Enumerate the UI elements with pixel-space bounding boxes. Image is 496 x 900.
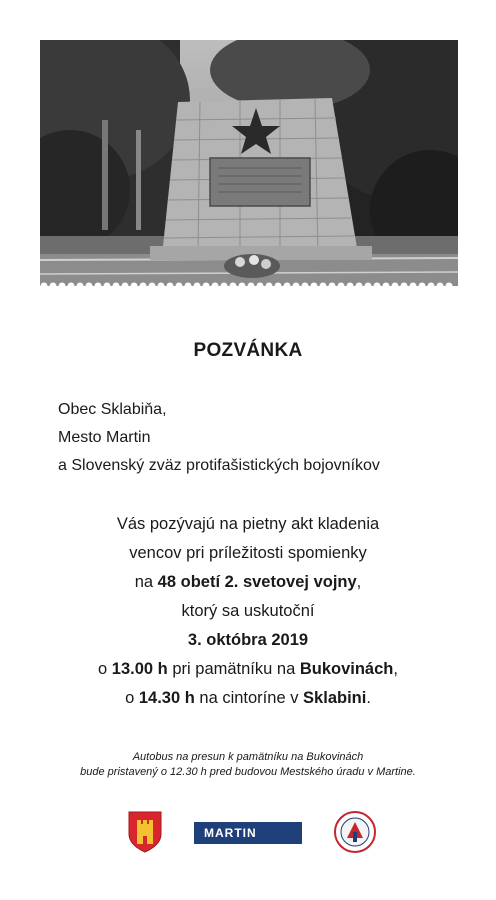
event-time: 13.00 h xyxy=(111,660,168,678)
invitation-line: o 14.30 h na cintoríne v Sklabini. xyxy=(125,689,371,707)
szpb-emblem-icon xyxy=(333,810,377,859)
sklabina-coat-of-arms-icon xyxy=(127,810,163,859)
event-place: Sklabini xyxy=(303,689,367,707)
page-title: POZVÁNKA xyxy=(193,340,303,361)
invitation-line: o 13.00 h pri pamätníku na Bukovinách, xyxy=(98,660,398,678)
event-date: 3. októbra 2019 xyxy=(187,631,309,649)
organizer-line: Mesto Martin xyxy=(58,429,151,446)
invitation-line: na 48 obetí 2. svetovej vojny, xyxy=(134,573,362,591)
organizers-list xyxy=(58,396,380,480)
memorial-photo xyxy=(40,40,458,292)
invitation-line: Vás pozývajú na pietny akt kladenia xyxy=(116,515,380,533)
bus-note xyxy=(0,750,496,780)
bus-note-line: Autobus na presun k pamätníku na Bukovinách xyxy=(132,751,364,763)
organizer-line: a Slovenský zväz protifašistických bojovníkov xyxy=(58,457,380,474)
event-time: 14.30 h xyxy=(138,689,195,707)
invitation-line: vencov pri príležitosti spomienky xyxy=(129,544,367,562)
invitation-text xyxy=(0,510,496,713)
martin-city-logo: MARTIN xyxy=(194,822,302,844)
bus-note-line: bude pristavený o 12.30 h pred budovou Mestského úradu v Martine. xyxy=(80,766,416,778)
organizer-line: Obec Sklabiňa, xyxy=(58,401,167,418)
victims-count: 48 obetí 2. svetovej vojny xyxy=(157,573,357,591)
event-place: Bukovinách xyxy=(299,660,394,678)
partner-logos xyxy=(0,810,496,860)
invitation-line: ktorý sa uskutoční xyxy=(181,602,315,620)
